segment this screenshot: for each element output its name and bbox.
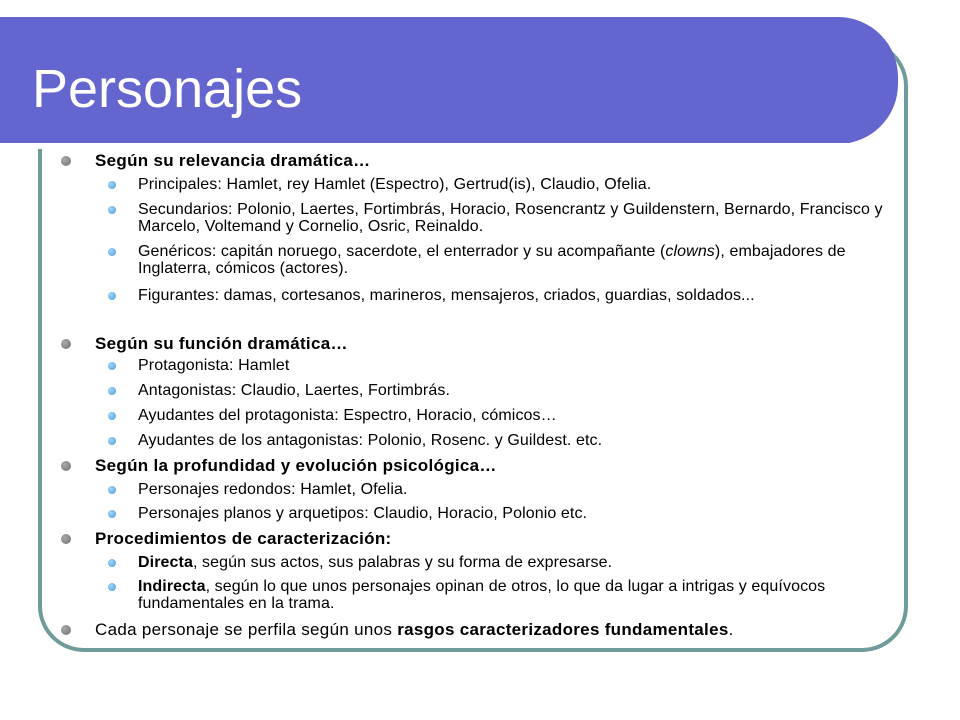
- list-item: Personajes planos y arquetipos: Claudio, Horacio, Polonio etc.: [138, 505, 588, 522]
- closing-bold: rasgos caracterizadores fundamentales: [397, 620, 729, 639]
- list-item: [138, 243, 898, 277]
- section-heading-profundidad: Según la profundidad y evolución psicológica…: [95, 456, 497, 475]
- bullet-dot: [108, 292, 116, 300]
- closing-text: Cada personaje se perfila según unos: [95, 620, 398, 639]
- bullet-dot: [108, 181, 116, 189]
- item-text: ), embajadores de Inglaterra, cómicos (actores).: [138, 243, 846, 277]
- bullet-dot: [108, 437, 116, 445]
- list-item: Ayudantes del protagonista: Espectro, Horacio, cómicos…: [138, 407, 557, 424]
- item-text: Genéricos: capitán noruego, sacerdote, el enterrador y su acompañante (: [138, 243, 666, 260]
- item-text: , según sus actos, sus palabras y su forma de expresarse.: [192, 554, 613, 571]
- list-item: [138, 578, 898, 612]
- bullet-dot: [108, 559, 116, 567]
- item-bold: Indirecta: [138, 578, 206, 595]
- bullet-dot: [108, 387, 116, 395]
- list-item: Principales: Hamlet, rey Hamlet (Espectro), Gertrud(is), Claudio, Ofelia.: [138, 176, 652, 193]
- bullet-dot: [108, 362, 116, 370]
- bullet-dot: [108, 486, 116, 494]
- section-heading-funcion: Según su función dramática…: [95, 334, 348, 353]
- closing-line: [95, 620, 734, 640]
- list-item: [138, 554, 898, 571]
- bullet-dot: [108, 206, 116, 214]
- bullet-dot: [108, 412, 116, 420]
- closing-text: .: [728, 620, 734, 639]
- bullet-dot: [61, 534, 71, 544]
- list-item: Secundarios: Polonio, Laertes, Fortimbrás, Horacio, Rosencrantz y Guildenstern, Bernardo, Francisco y Marcelo, Voltemand y Cornelio, Osric, Reinaldo.: [138, 201, 883, 235]
- item-italic: clowns: [665, 243, 715, 260]
- list-item: Figurantes: damas, cortesanos, marineros, mensajeros, criados, guardias, soldados...: [138, 287, 755, 304]
- list-item: Ayudantes de los antagonistas: Polonio, Rosenc. y Guildest. etc.: [138, 432, 603, 449]
- bullet-dot: [108, 583, 116, 591]
- section-heading-caracterizacion: Procedimientos de caracterización:: [95, 529, 392, 548]
- bullet-dot: [61, 156, 71, 166]
- list-item: Protagonista: Hamlet: [138, 357, 290, 374]
- bullet-dot: [108, 248, 116, 256]
- list-item: Personajes redondos: Hamlet, Ofelia.: [138, 481, 408, 498]
- bullet-dot: [61, 339, 71, 349]
- bullet-dot: [108, 510, 116, 518]
- item-bold: Directa: [138, 554, 193, 571]
- section-heading-relevancia: Según su relevancia dramática…: [95, 151, 371, 170]
- list-item: Antagonistas: Claudio, Laertes, Fortimbrás.: [138, 382, 451, 399]
- slide-title: Personajes: [32, 59, 303, 119]
- item-text: , según lo que unos personajes opinan de otros, lo que da lugar a intrigas y equívocos fundamentales en la trama.: [138, 578, 826, 612]
- bullet-dot: [61, 461, 71, 471]
- bullet-dot: [61, 625, 71, 635]
